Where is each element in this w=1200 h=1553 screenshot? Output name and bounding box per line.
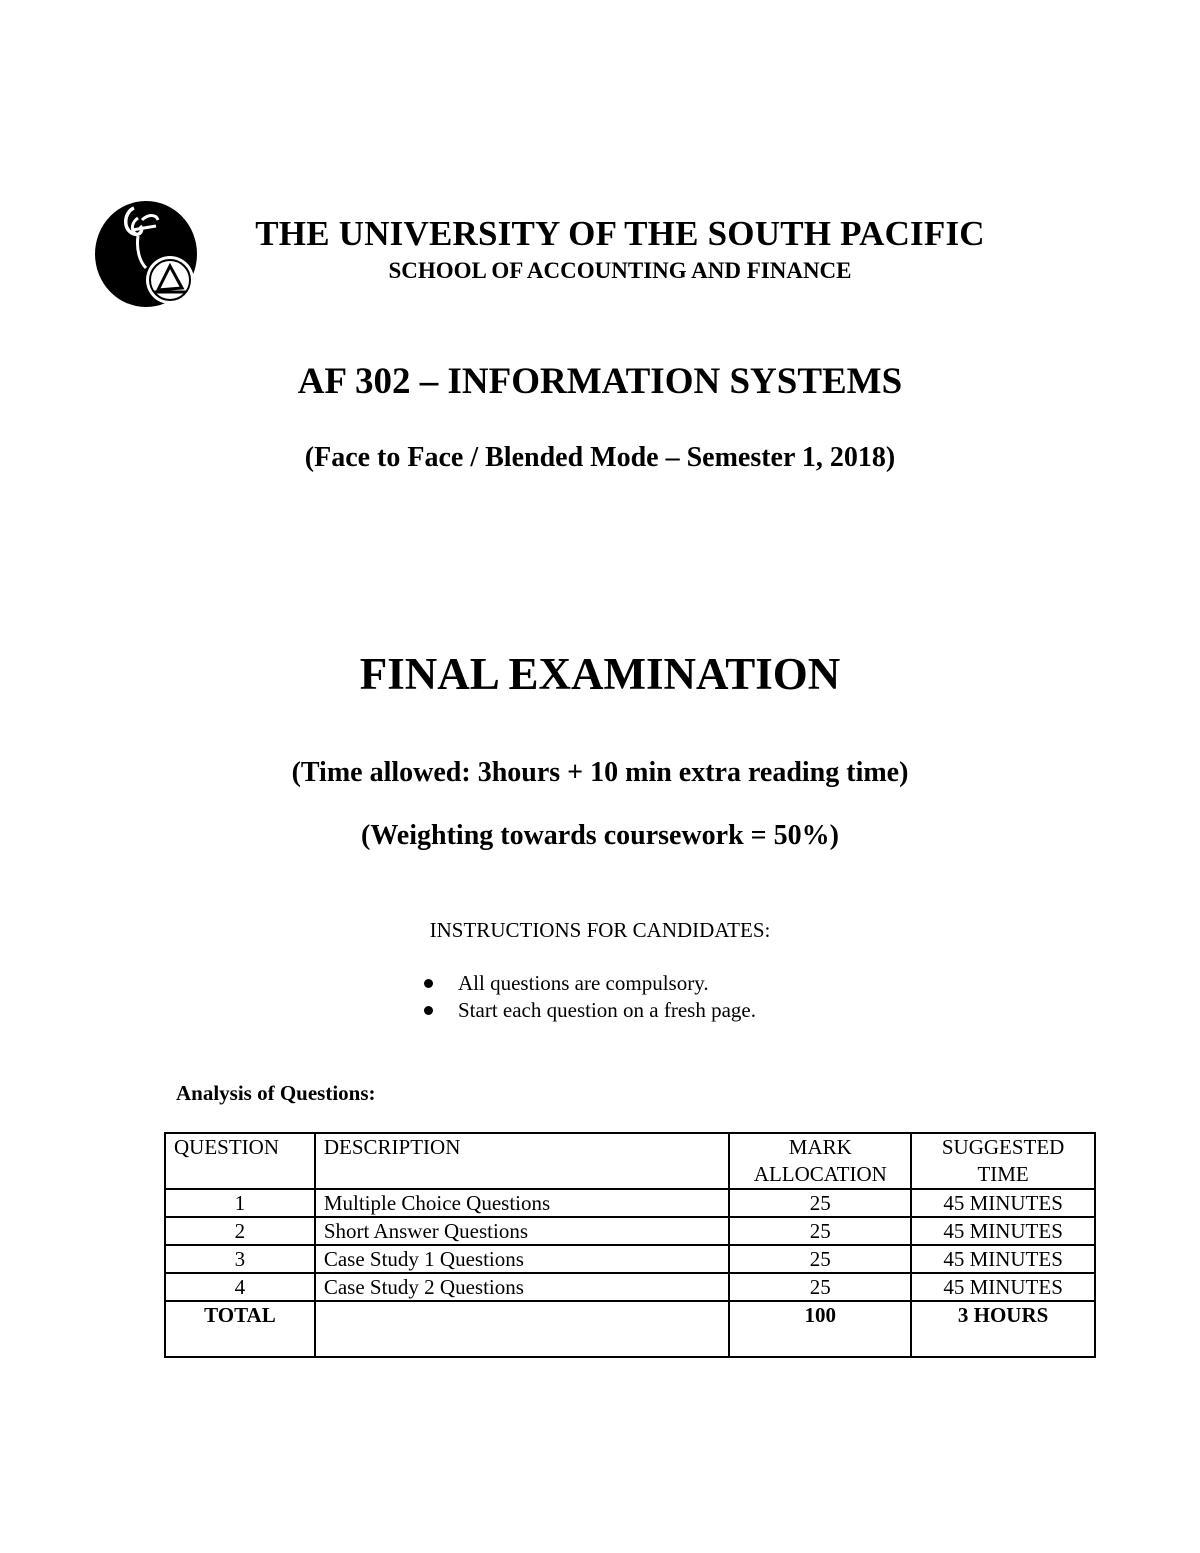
table-row <box>165 1245 1095 1273</box>
cell-description: Short Answer Questions <box>315 1217 730 1245</box>
instruction-item <box>420 997 756 1024</box>
table-row <box>165 1189 1095 1217</box>
cell-question: 1 <box>165 1189 315 1217</box>
header-suggested-time: SUGGESTED TIME <box>911 1133 1095 1189</box>
school-name: SCHOOL OF ACCOUNTING AND FINANCE <box>388 258 852 283</box>
bullet-icon <box>424 979 433 988</box>
cell-question: 3 <box>165 1245 315 1273</box>
cell-description: Multiple Choice Questions <box>315 1189 730 1217</box>
total-time: 3 HOURS <box>911 1301 1095 1357</box>
cell-description: Case Study 2 Questions <box>315 1273 730 1301</box>
cell-time: 45 MINUTES <box>911 1217 1095 1245</box>
table-row <box>165 1217 1095 1245</box>
course-title: AF 302 – INFORMATION SYSTEMS <box>297 361 903 402</box>
cell-marks: 25 <box>729 1217 911 1245</box>
total-row <box>165 1301 1095 1357</box>
table-header-row <box>165 1133 1095 1189</box>
header-description: DESCRIPTION <box>315 1133 730 1189</box>
cell-marks: 25 <box>729 1189 911 1217</box>
course-mode: (Face to Face / Blended Mode – Semester 1, 2018) <box>304 442 896 473</box>
header-question: QUESTION <box>165 1133 315 1189</box>
cell-description: Case Study 1 Questions <box>315 1245 730 1273</box>
university-name: THE UNIVERSITY OF THE SOUTH PACIFIC <box>255 214 985 253</box>
table-row <box>165 1273 1095 1301</box>
analysis-heading: Analysis of Questions: <box>176 1081 376 1105</box>
cell-time: 45 MINUTES <box>911 1189 1095 1217</box>
instruction-item <box>420 970 756 997</box>
time-allowed: (Time allowed: 3hours + 10 min extra reading time) <box>291 757 909 788</box>
instructions-heading: INSTRUCTIONS FOR CANDIDATES: <box>429 918 771 942</box>
instruction-text: Start each question on a fresh page. <box>458 998 756 1022</box>
exam-title: FINAL EXAMINATION <box>359 649 841 699</box>
cell-time: 45 MINUTES <box>911 1273 1095 1301</box>
bullet-icon <box>424 1006 433 1015</box>
cell-marks: 25 <box>729 1245 911 1273</box>
total-marks: 100 <box>729 1301 911 1357</box>
total-label: TOTAL <box>165 1301 315 1357</box>
instruction-text: All questions are compulsory. <box>458 971 709 995</box>
cell-time: 45 MINUTES <box>911 1245 1095 1273</box>
questions-table <box>164 1132 1096 1358</box>
weighting: (Weighting towards coursework = 50%) <box>361 820 839 851</box>
cell-question: 4 <box>165 1273 315 1301</box>
total-description <box>315 1301 730 1357</box>
instructions-list <box>420 970 756 1024</box>
cell-marks: 25 <box>729 1273 911 1301</box>
cell-question: 2 <box>165 1217 315 1245</box>
header-mark-allocation: MARK ALLOCATION <box>729 1133 911 1189</box>
